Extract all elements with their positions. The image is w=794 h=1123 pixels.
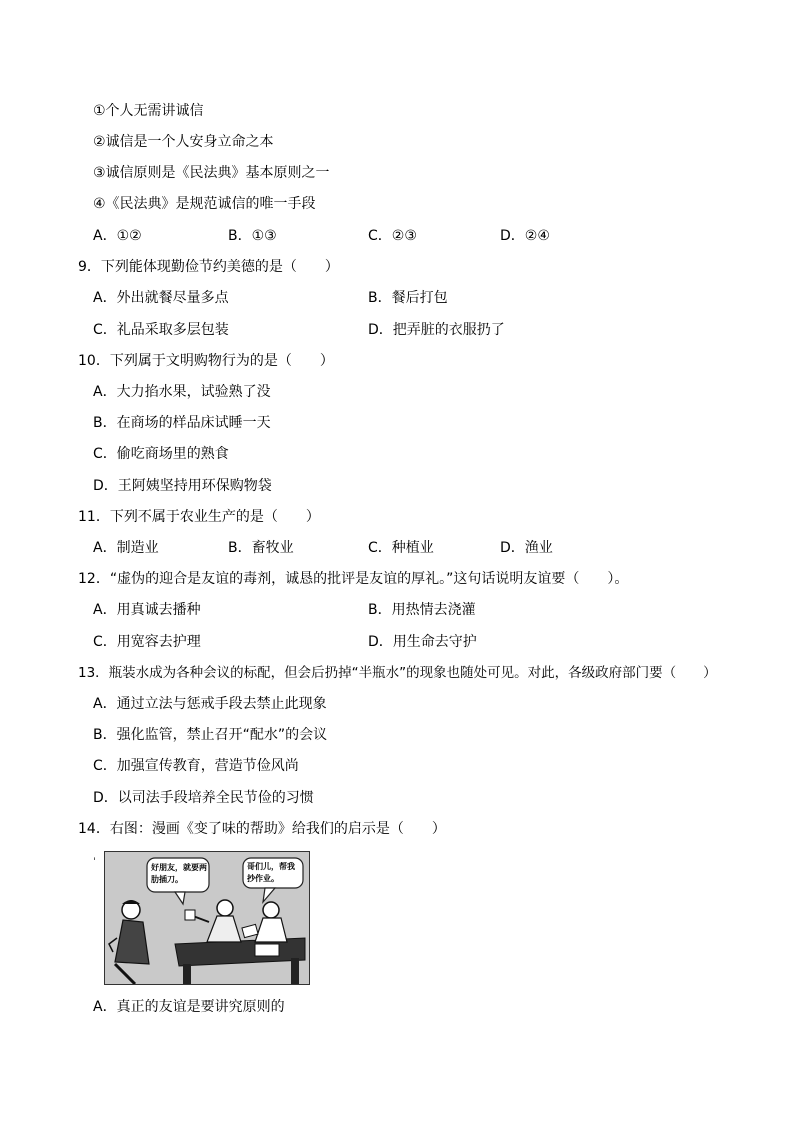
q9-option-c[interactable]: C．礼品采取多层包装 bbox=[93, 322, 229, 338]
q13-option-c[interactable]: C．加强宣传教育，营造节俭风尚 bbox=[93, 758, 299, 774]
q11-option-b[interactable]: B．畜牧业 bbox=[228, 540, 294, 556]
q12-option-a[interactable]: A．用真诚去播种 bbox=[93, 602, 201, 618]
q9-stem: 9．下列能体现勤俭节约美德的是（ ） bbox=[78, 259, 339, 275]
q14-option-a[interactable]: A．真正的友谊是要讲究原则的 bbox=[93, 999, 285, 1015]
q11-option-a[interactable]: A．制造业 bbox=[93, 540, 159, 556]
q10-option-d[interactable]: D．王阿姨坚持用环保购物袋 bbox=[93, 478, 272, 494]
q13-option-a[interactable]: A．通过立法与惩戒手段去禁止此现象 bbox=[93, 696, 327, 712]
q12-option-c[interactable]: C．用宽容去护理 bbox=[93, 634, 201, 650]
q11-stem: 11．下列不属于农业生产的是（ ） bbox=[78, 509, 320, 525]
q10-option-b[interactable]: B．在商场的样品床试睡一天 bbox=[93, 415, 271, 431]
bubble-right-text: 哥们儿，帮我抄作业。 bbox=[247, 862, 295, 883]
q11-option-c[interactable]: C．种植业 bbox=[368, 540, 434, 556]
q8-option-c[interactable]: C．②③ bbox=[368, 228, 417, 244]
q13-option-b[interactable]: B．强化监管，禁止召开“配水”的会议 bbox=[93, 727, 328, 743]
q9-option-d[interactable]: D．把弄脏的衣服扔了 bbox=[368, 322, 505, 338]
q10-option-c[interactable]: C．偷吃商场里的熟食 bbox=[93, 446, 229, 462]
q8-option-d[interactable]: D．②④ bbox=[500, 228, 550, 244]
statement-1: ①个人无需讲诚信 bbox=[93, 103, 204, 119]
q11-option-d[interactable]: D．渔业 bbox=[500, 540, 553, 556]
statement-3: ③诚信原则是《民法典》基本原则之一 bbox=[93, 165, 330, 181]
q12-option-b[interactable]: B．用热情去浇灌 bbox=[368, 602, 476, 618]
q14-stem: 14．右图：漫画《变了味的帮助》给我们的启示是（ ） bbox=[78, 821, 446, 837]
q9-option-b[interactable]: B．餐后打包 bbox=[368, 290, 448, 306]
cartoon-image bbox=[104, 851, 310, 985]
q9-option-a[interactable]: A．外出就餐尽量多点 bbox=[93, 290, 229, 306]
q13-option-d[interactable]: D．以司法手段培养全民节俭的习惯 bbox=[93, 790, 314, 806]
q12-stem: 12．“虚伪的迎合是友谊的毒剂，诚恳的批评是友谊的厚礼。”这句话说明友谊要（ ）。 bbox=[78, 571, 629, 587]
q8-option-a[interactable]: A．①② bbox=[93, 228, 142, 244]
statement-2: ②诚信是一个人安身立命之本 bbox=[93, 134, 274, 150]
q8-option-b[interactable]: B．①③ bbox=[228, 228, 277, 244]
margin-mark: ˈ bbox=[93, 857, 96, 868]
q13-stem: 13．瓶装水成为各种会议的标配，但会后扔掉“半瓶水”的现象也随处可见。对此，各级政府部门要（ ） bbox=[78, 665, 717, 681]
q12-option-d[interactable]: D．用生命去守护 bbox=[368, 634, 477, 650]
bubble-left-text: 好朋友，就要两肋插刀。 bbox=[151, 863, 207, 884]
q10-option-a[interactable]: A．大力掐水果，试验熟了没 bbox=[93, 384, 271, 400]
statement-4: ④《民法典》是规范诚信的唯一手段 bbox=[93, 196, 316, 212]
q10-stem: 10．下列属于文明购物行为的是（ ） bbox=[78, 353, 334, 369]
